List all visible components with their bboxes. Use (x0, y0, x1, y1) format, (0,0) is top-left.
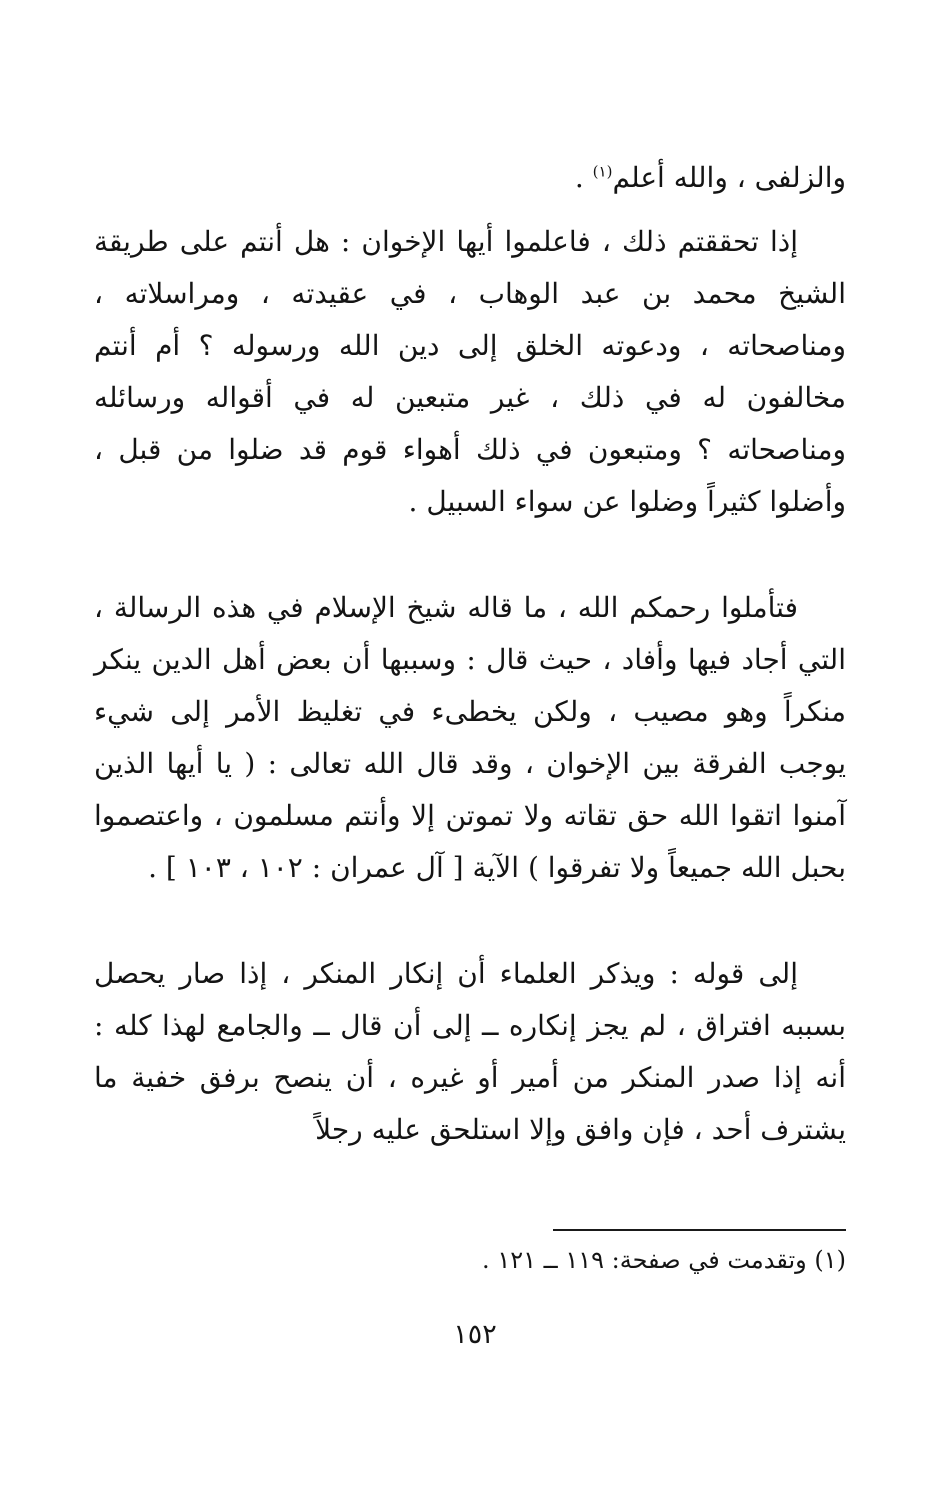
footnote-divider (553, 1229, 846, 1231)
page-number: ١٥٢ (453, 1319, 497, 1350)
paragraph-end: . (574, 161, 593, 194)
paragraph-4: إلى قوله : ويذكر العلماء أن إنكار المنكر ، إذا صار يحصل بسببه افتراق ، لم يجز إنكاره ــ إلى أن قال ــ والجامع لهذا كله : أنه إذا صدر المنكر من أمير أو غيره ، أن ينصح برفق خفية ما يشترف أحد ، فإن وافق وإلا استلحق عليه رجلاً (94, 957, 846, 1146)
paragraph-text: والزلفى ، والله أعلم (612, 161, 846, 194)
footnote-reference: (١) (592, 162, 613, 181)
footnote: (١) وتقدمت في صفحة: ١١٩ ــ ١٢١ . (482, 1246, 846, 1274)
paragraph-2: إذا تحققتم ذلك ، فاعلموا أيها الإخوان : هل أنتم على طريقة الشيخ محمد بن عبد الوهاب ، في عقيدته ، ومراسلاته ، ومناصحاته ، ودعوته الخلق إلى دين الله ورسوله ؟ أم أنتم مخالفون له في ذلك ، غير متبعين له في أقواله ورسائله ومناصحاته ؟ ومتبعون في ذلك أهواء قوم قد ضلوا من قبل ، وأضلوا كثيراً وضلوا عن سواء السبيل . (94, 225, 846, 518)
paragraph-3: فتأملوا رحمكم الله ، ما قاله شيخ الإسلام في هذه الرسالة ، التي أجاد فيها وأفاد ، حيث قال : وسببها أن بعض أهل الدين ينكر منكراً وهو مصيب ، ولكن يخطىء في تغليظ الأمر إلى شيء يوجب الفرقة بين الإخوان ، وقد قال الله تعالى : ( يا أيها الذين آمنوا اتقوا الله حق تقاته ولا تموتن إلا وأنتم مسلمون ، واعتصموا بحبل الله جميعاً ولا تفرقوا ) الآية [ آل عمران : ١٠٢ ، ١٠٣ ] . (94, 591, 846, 884)
paragraph-continuation (94, 152, 846, 204)
